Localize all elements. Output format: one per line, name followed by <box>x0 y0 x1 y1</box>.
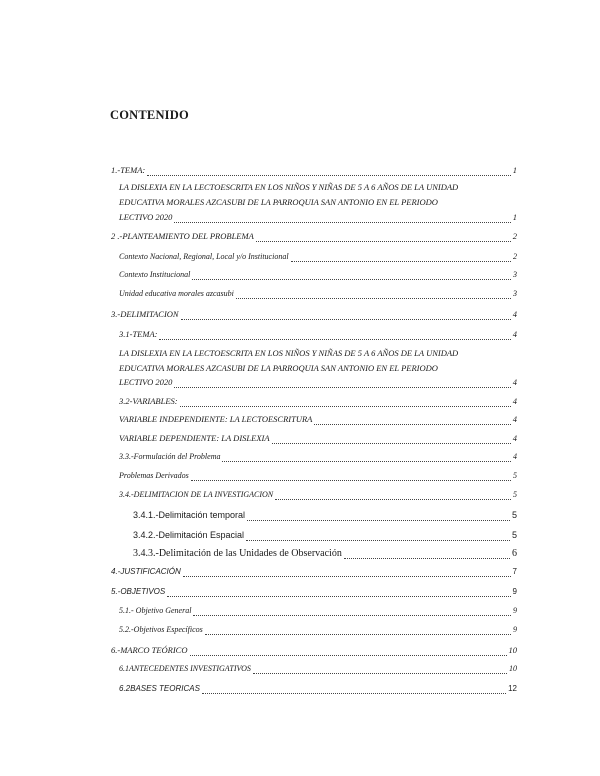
page-title: CONTENIDO <box>110 108 189 122</box>
toc-page-number: 12 <box>508 684 517 693</box>
toc-page-number: 10 <box>509 664 517 673</box>
toc-page-number: 2 <box>512 231 517 241</box>
toc-page-number: 1 <box>512 165 517 175</box>
toc-entry-delim-unidades[interactable] <box>133 547 517 561</box>
toc-entry-label: 5.-OBJETIVOS <box>111 587 166 596</box>
toc-entry-label: Problemas Derivados <box>119 471 189 480</box>
toc-page-number: 6 <box>512 548 517 559</box>
toc-entry-delim-investigacion[interactable] <box>119 488 517 502</box>
toc-entry-label: 5.2.-Objetivos Específicos <box>119 625 203 634</box>
toc-page-number: 4 <box>512 377 517 387</box>
toc-page-number: 4 <box>512 396 517 406</box>
toc-page-number: 3 <box>513 289 517 298</box>
toc-entry-label: VARIABLE DEPENDIENTE: LA DISLEXIA <box>119 433 270 443</box>
dot-leader <box>202 692 506 694</box>
toc-entry-tema-31[interactable] <box>119 327 517 341</box>
toc-entry-label: 3.3.-Formulación del Problema <box>119 452 221 461</box>
toc-page-number: 1 <box>512 212 517 222</box>
toc-entry-var-independiente[interactable] <box>119 412 517 426</box>
toc-entry-justificacion[interactable] <box>111 565 517 579</box>
dot-leader <box>344 557 510 559</box>
toc-page-number: 10 <box>508 645 517 655</box>
toc-page-number: 7 <box>512 567 517 576</box>
toc-entry-label: Contexto Institucional <box>119 270 191 279</box>
toc-entry-unidad-educativa[interactable] <box>119 287 517 301</box>
toc-entry-label: 3.-DELIMITACION <box>111 309 179 319</box>
toc-entry-contexto-nacional[interactable] <box>119 250 517 264</box>
toc-entry-label: LECTIVO 2020 <box>119 212 173 222</box>
toc-entry-label: LECTIVO 2020 <box>119 377 173 387</box>
toc-entry-tema-desc-line2: EDUCATIVA MORALES AZCASUBI DE LA PARROQUIA SAN ANTONIO EN EL PERIODO <box>119 197 438 207</box>
toc-entry-label: 3.4.2.-Delimitación Espacial <box>133 530 245 540</box>
toc-entry-label: 4.-JUSTIFICACIÓN <box>111 567 181 576</box>
dot-leader <box>167 595 510 597</box>
toc-entry-label: 3.4.1.-Delimitación temporal <box>133 510 246 520</box>
dot-leader <box>183 575 511 577</box>
toc-entry-label: Unidad educativa morales azcasubi <box>119 289 234 298</box>
dot-leader <box>181 318 511 320</box>
dot-leader <box>180 405 511 407</box>
toc-entry-label: 6.-MARCO TEÓRICO <box>111 645 188 655</box>
toc-entry-label: 2 .-PLANTEAMIENTO DEL PROBLEMA <box>111 231 254 241</box>
toc-entry-planteamiento[interactable] <box>111 229 517 243</box>
toc-entry-objetivos-especificos[interactable] <box>119 623 517 637</box>
toc-page-number: 4 <box>512 309 517 319</box>
dot-leader <box>192 278 511 280</box>
toc-page-number: 4 <box>512 329 517 339</box>
toc-page-number: 4 <box>513 452 517 461</box>
toc-page-number: 5 <box>513 490 517 499</box>
toc-entry-formulacion[interactable] <box>119 450 517 464</box>
toc-entry-delimitacion[interactable] <box>111 307 517 321</box>
toc-page-number: 4 <box>512 414 517 424</box>
dot-leader <box>246 539 510 541</box>
dot-leader <box>193 614 511 616</box>
toc-page-number: 5 <box>511 510 517 520</box>
dot-leader <box>247 519 510 521</box>
toc-entry-tema-31-desc-line2: EDUCATIVA MORALES AZCASUBI DE LA PARROQUIA SAN ANTONIO EN EL PERIODO <box>119 363 438 373</box>
toc-page-number: 2 <box>513 252 517 261</box>
toc-page-number: 3 <box>513 270 517 279</box>
toc-entry-objetivos[interactable] <box>111 585 517 599</box>
toc-entry-tema-31-desc-line1: LA DISLEXIA EN LA LECTOESCRITA EN LOS NIÑOS Y NIÑAS DE 5 A 6 AÑOS DE LA UNIDAD <box>119 348 459 358</box>
dot-leader <box>253 672 507 674</box>
toc-entry-delim-temporal[interactable] <box>133 508 517 522</box>
toc-entry-problemas-derivados[interactable] <box>119 469 517 483</box>
toc-entry-objetivo-general[interactable] <box>119 604 517 618</box>
toc-entry-marco-teorico[interactable] <box>111 643 517 657</box>
toc-entry-var-dependiente[interactable] <box>119 431 517 445</box>
dot-leader <box>222 460 511 462</box>
toc-entry-label: 6.2BASES TEORICAS <box>119 684 200 693</box>
dot-leader <box>275 498 511 500</box>
toc-entry-tema-31-desc[interactable] <box>119 375 517 389</box>
dot-leader <box>272 442 511 444</box>
dot-leader <box>191 479 511 481</box>
toc-entry-label: 3.4.3.-Delimitación de las Unidades de Observación <box>133 548 342 559</box>
toc-entry-contexto-institucional[interactable] <box>119 268 517 282</box>
toc-entry-label: VARIABLE INDEPENDIENTE: LA LECTOESCRITURA <box>119 414 313 424</box>
dot-leader <box>174 221 510 223</box>
dot-leader <box>256 240 511 242</box>
toc-entry-variables[interactable] <box>119 394 517 408</box>
dot-leader <box>291 260 511 262</box>
toc-entry-label: 3.2-VARIABLES: <box>119 396 178 406</box>
toc-entry-tema[interactable] <box>111 163 517 177</box>
toc-entry-antecedentes[interactable] <box>119 662 517 676</box>
toc-page-number: 5 <box>511 530 517 540</box>
toc-entry-label: 1.-TEMA: <box>111 165 146 175</box>
toc-page-number: 5 <box>513 471 517 480</box>
toc-entry-label: Contexto Nacional, Regional, Local y/o Institucional <box>119 252 289 261</box>
dot-leader <box>159 338 510 340</box>
toc-page-number: 9 <box>513 625 517 634</box>
dot-leader <box>314 423 510 425</box>
toc-entry-tema-desc-line1: LA DISLEXIA EN LA LECTOESCRITA EN LOS NIÑOS Y NIÑAS DE 5 A 6 AÑOS DE LA UNIDAD <box>119 182 459 192</box>
dot-leader <box>190 654 507 656</box>
dot-leader <box>205 633 511 635</box>
dot-leader <box>236 297 511 299</box>
dot-leader <box>174 386 510 388</box>
toc-page-number: 4 <box>512 433 517 443</box>
toc-entry-bases-teoricas[interactable] <box>119 682 517 696</box>
dot-leader <box>147 174 511 176</box>
toc-entry-delim-espacial[interactable] <box>133 528 517 542</box>
toc-entry-label: 3.4.-DELIMITACION DE LA INVESTIGACION <box>119 490 274 499</box>
toc-entry-label: 3.1-TEMA: <box>119 329 158 339</box>
toc-page-number: 9 <box>512 587 517 596</box>
toc-entry-label: 6.1ANTECEDENTES INVESTIGATIVOS <box>119 664 251 673</box>
toc-entry-label: 5.1.- Objetivo General <box>119 606 192 615</box>
toc-page-number: 9 <box>513 606 517 615</box>
toc-entry-tema-desc[interactable] <box>119 210 517 224</box>
